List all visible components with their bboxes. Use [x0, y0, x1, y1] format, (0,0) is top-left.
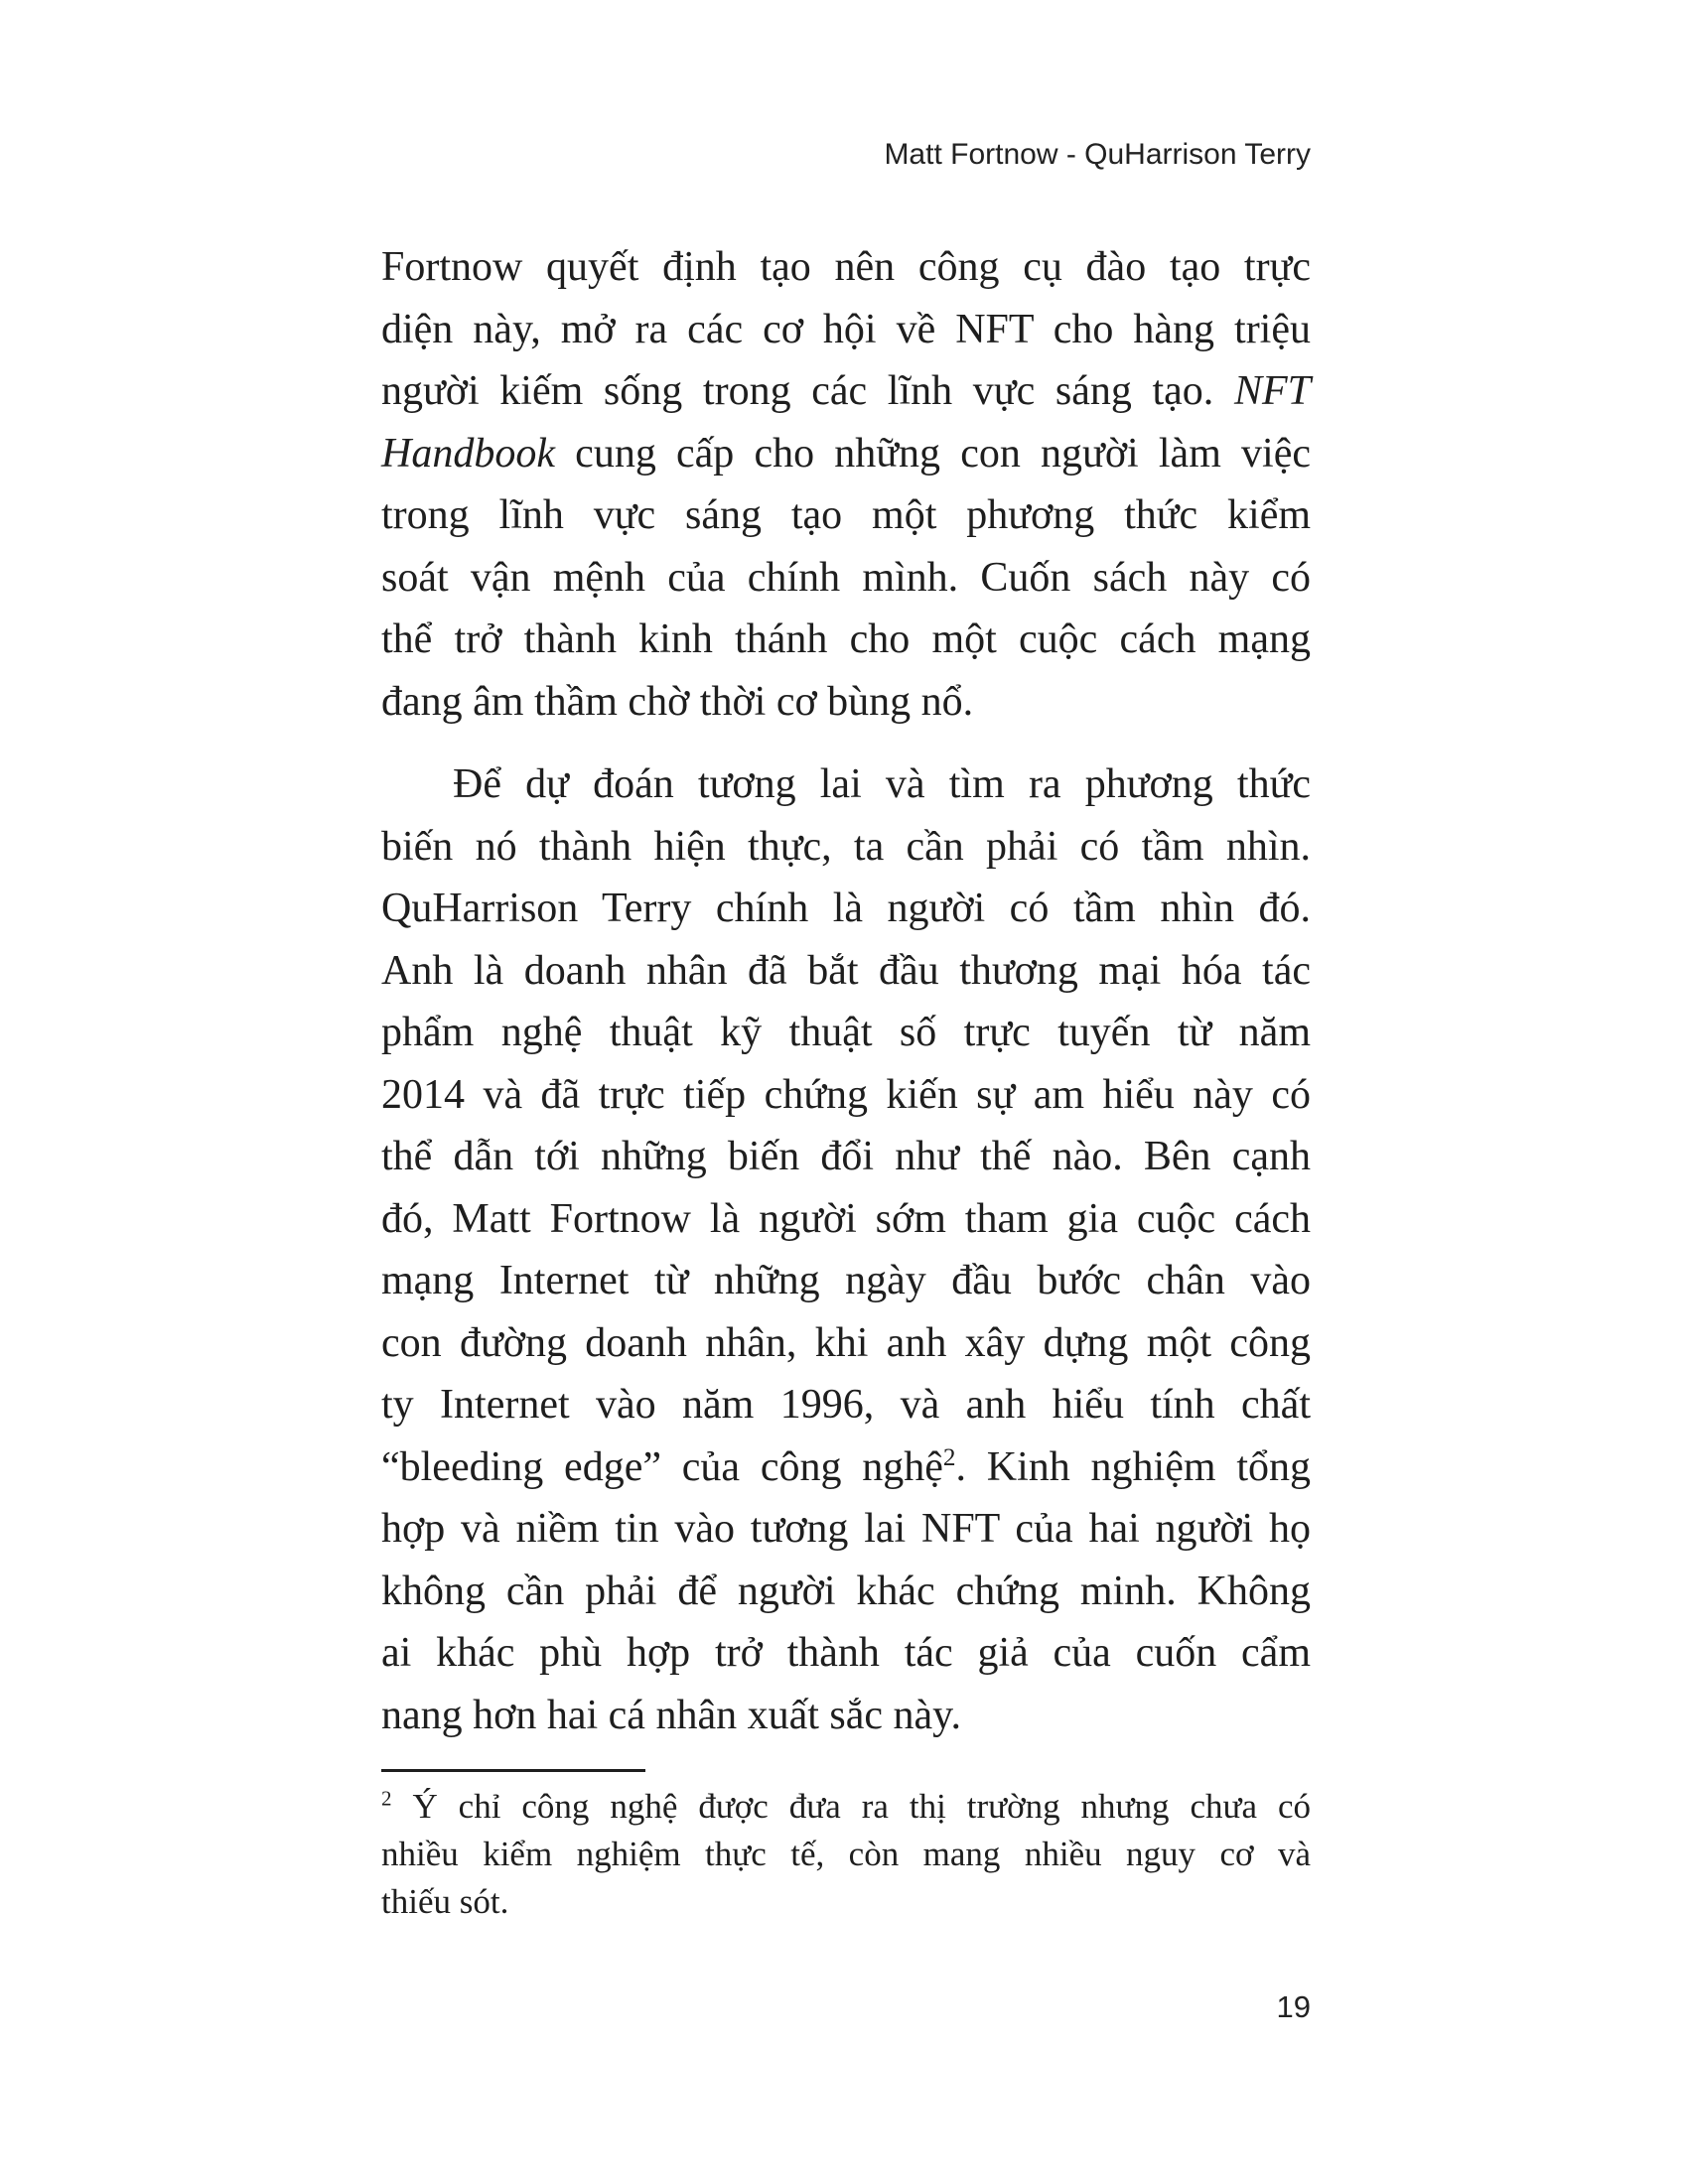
text-line: biến nó thành hiện thực, ta cần phải có tầm nhìn. [381, 823, 1311, 870]
text-line: phẩm nghệ thuật kỹ thuật số trực tuyến từ năm [381, 1010, 1311, 1055]
text-line: Để dự đoán tương lai và tìm ra phương thức [453, 761, 1311, 807]
book-title-italic: Handbook [381, 430, 555, 477]
paragraph [381, 236, 1311, 733]
text-run: “bleeding edge” của công nghệ [381, 1443, 943, 1490]
text-run: . Kinh nghiệm tổng [955, 1443, 1311, 1490]
text-run: cung cấp cho những con người làm việc [575, 430, 1312, 477]
text-line [381, 1436, 1311, 1499]
footnote-reference[interactable]: 2 [942, 1443, 956, 1471]
text-line: ty Internet vào năm 1996, và anh hiểu tính chất [381, 1382, 1311, 1428]
text-line: hợp và niềm tin vào tương lai NFT của hai người họ [381, 1506, 1311, 1552]
body-text [381, 236, 1311, 1746]
book-title-italic: NFT [1233, 368, 1311, 414]
text-line: diện này, mở ra các cơ hội về NFT cho hàng triệu [381, 306, 1311, 352]
text-line: không cần phải để người khác chứng minh. Không [381, 1568, 1311, 1614]
footnote-line [381, 1783, 1311, 1831]
text-line: 2014 và đã trực tiếp chứng kiến sự am hiểu này có [381, 1071, 1311, 1118]
text-line [381, 360, 1311, 423]
footnote-divider [381, 1769, 645, 1772]
text-line: đó, Matt Fortnow là người sớm tham gia cuộc cách [381, 1195, 1311, 1242]
text-line: Fortnow quyết định tạo nên công cụ đào tạo trực [381, 244, 1311, 290]
text-line: con đường doanh nhân, khi anh xây dựng một công [381, 1319, 1311, 1366]
text-run: người kiếm sống trong các lĩnh vực sáng tạo. [381, 368, 1214, 414]
text-line: thể trở thành kinh thánh cho một cuộc cách mạng [381, 616, 1311, 662]
text-line: mạng Internet từ những ngày đầu bước chân vào [381, 1258, 1311, 1303]
text-line: Anh là doanh nhân đã bắt đầu thương mại hóa tác [381, 947, 1311, 994]
page-number: 19 [1276, 1989, 1311, 2024]
text-line: trong lĩnh vực sáng tạo một phương thức kiểm [381, 492, 1311, 538]
text-line: soát vận mệnh của chính mình. Cuốn sách này có [381, 554, 1311, 601]
text-line [381, 423, 1311, 485]
footnote-line: nhiều kiểm nghiệm thực tế, còn mang nhiều nguy cơ và [381, 1835, 1311, 1873]
footnote-marker: 2 [381, 1786, 392, 1811]
running-header: Matt Fortnow - QuHarrison Terry [884, 138, 1311, 171]
footnote-line: thiếu sót. [381, 1882, 509, 1921]
text-line: ai khác phù hợp trở thành tác giả của cuốn cẩm [381, 1630, 1311, 1676]
text-line: thể dẫn tới những biến đổi như thế nào. Bên cạnh [381, 1134, 1311, 1179]
footnote [381, 1783, 1311, 1926]
paragraph [381, 753, 1311, 1746]
text-run: Ý chỉ công nghệ được đưa ra thị trường nhưng chưa có [391, 1787, 1311, 1826]
text-line: QuHarrison Terry chính là người có tầm nhìn đó. [381, 886, 1311, 931]
text-line: nang hơn hai cá nhân xuất sắc này. [381, 1692, 961, 1738]
text-line: đang âm thầm chờ thời cơ bùng nổ. [381, 678, 974, 725]
